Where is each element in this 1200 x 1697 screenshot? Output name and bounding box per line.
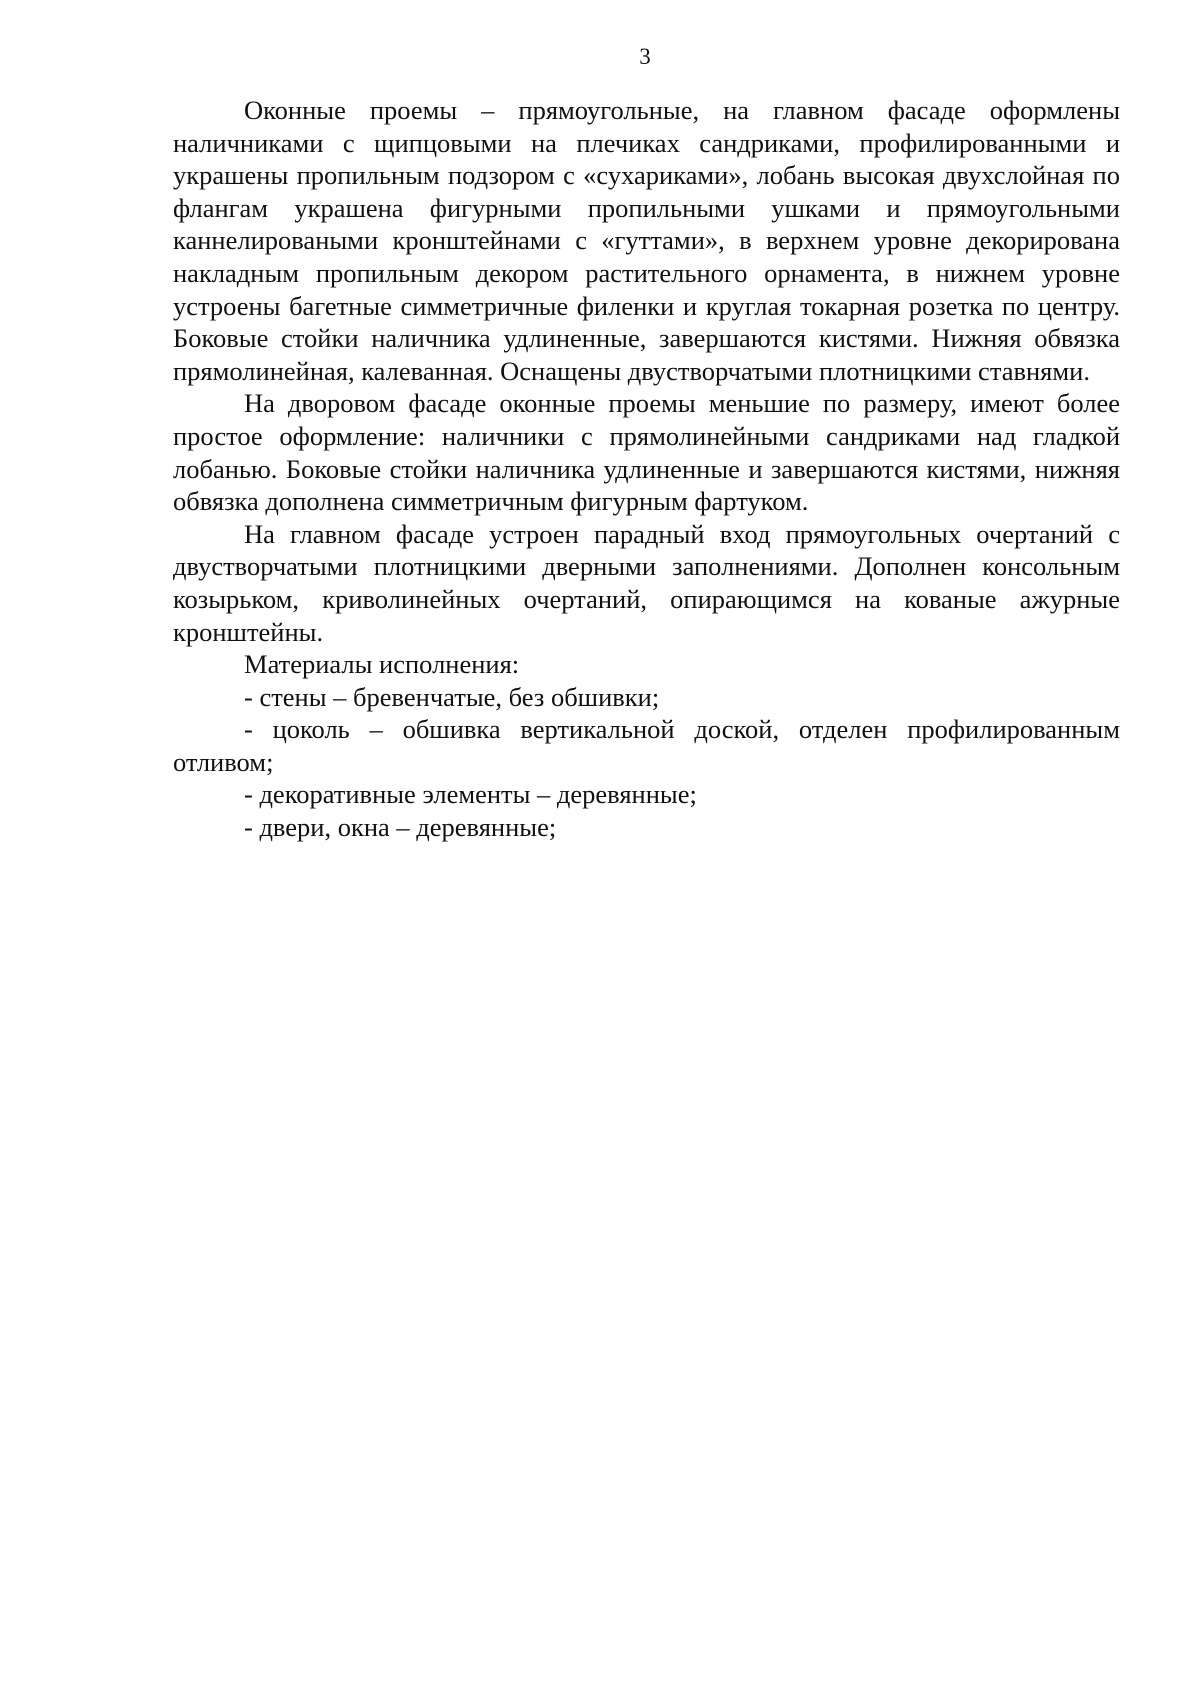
page-number: 3 — [639, 44, 651, 69]
document-body — [173, 94, 1120, 844]
list-item-walls: - стены – бревенчатые, без обшивки; — [244, 681, 660, 712]
list-item-plinth: - цоколь – обшивка вертикальной доской, отделен профилированным отливом; — [173, 714, 1120, 777]
paragraph-window-openings-main-facade: Оконные проемы – прямоугольные, на главном фасаде оформлены наличниками с щипцовыми на плечиках сандриками, профилированными и украшены пропильным подзором с «сухариками», лобань высокая двухслойная по флангам украшена фигурными пропильными ушками и прямоугольными каннелироваными кронштейнами с «гуттами», в верхнем уровне декорирована накладным пропильным декором растительного орнамента, в нижнем уровне устроены багетные симметричные филенки и круглая токарная розетка по центру. Боковые стойки наличника удлиненные, завершаются кистями. Нижняя обвязка прямолинейная, калеванная. Оснащены двустворчатыми плотницкими ставнями. — [173, 95, 1120, 386]
list-item-doors-windows: - двери, окна – деревянные; — [244, 812, 557, 843]
paragraph-window-openings-courtyard-facade: На дворовом фасаде оконные проемы меньшие по размеру, имеют более простое оформление: наличники с прямолинейными сандриками над гладкой лобанью. Боковые стойки наличника удлиненные и завершаются кистями, нижняя обвязка дополнена симметричным фигурным фартуком. — [173, 388, 1120, 517]
paragraph-materials-heading: Материалы исполнения: — [244, 649, 520, 680]
paragraph-main-entrance: На главном фасаде устроен парадный вход прямоугольных очертаний с двустворчатыми плотницкими дверными заполнениями. Дополнен консольным козырьком, криволинейных очертаний, опирающимся на кованые ажурные кронштейны. — [173, 518, 1120, 647]
list-item-decorative-elements: - декоративные элементы – деревянные; — [244, 779, 697, 810]
